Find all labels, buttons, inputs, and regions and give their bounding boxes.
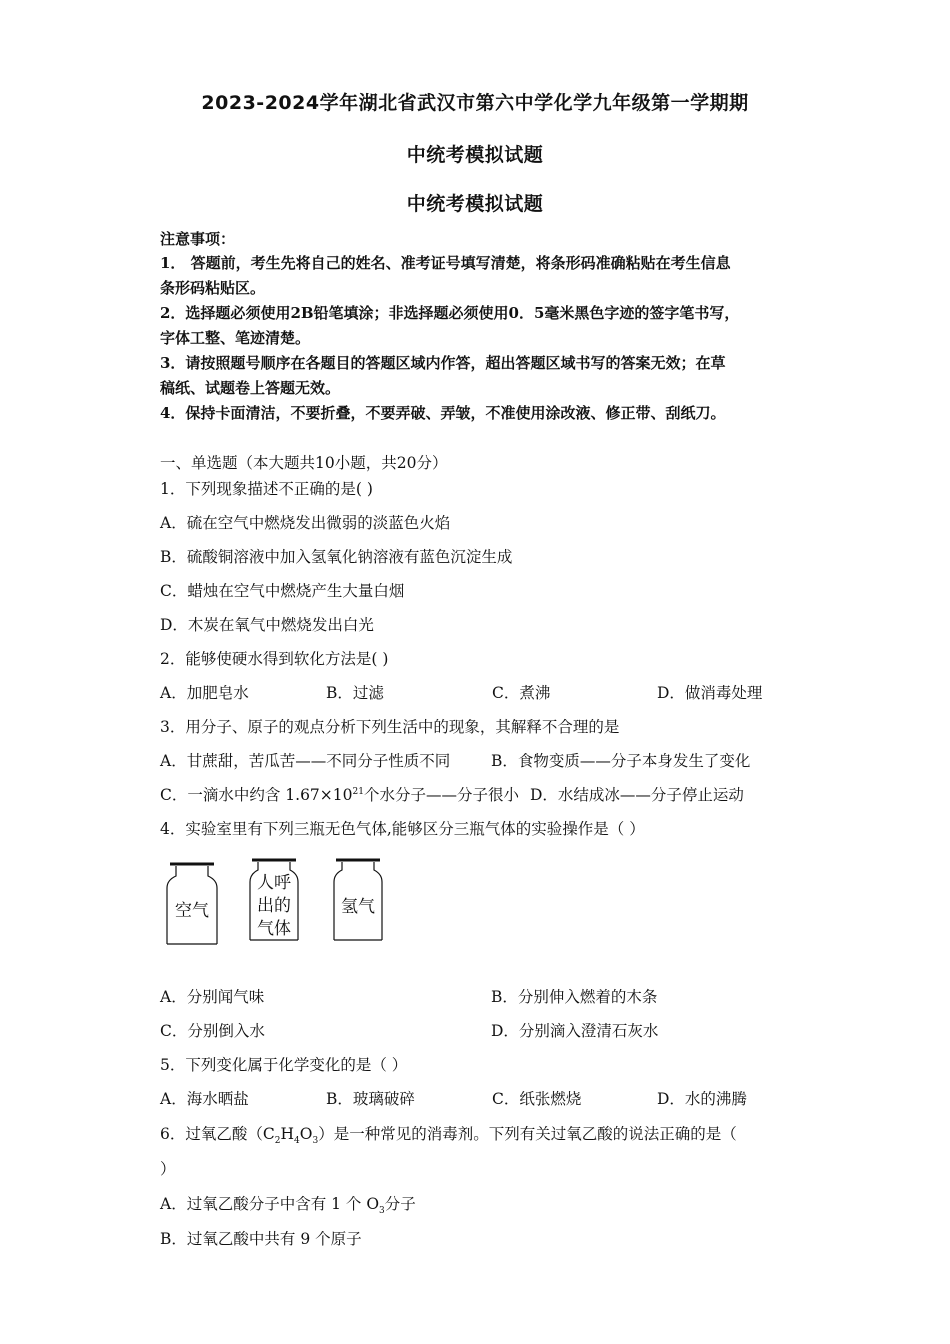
q6-sub-3: 3 [312, 1136, 319, 1147]
bottle-exhaled-gas-figure [248, 858, 300, 942]
q3-option-c-pre: C．一滴水中约含 1.67×10 [160, 786, 353, 804]
q2-stem: 2．能够使硬水得到软化方法是( ) [160, 650, 389, 668]
notice-item-1-cont: 条形码粘贴区。 [160, 279, 266, 297]
notice-item-3: 3．请按照题号顺序在各题目的答题区域内作答，超出答题区域书写的答案无效；在草 [160, 354, 726, 372]
bottle-air-label: 空气 [175, 901, 209, 921]
q5-option-a: A．海水晒盐 [160, 1090, 249, 1108]
q6-option-a-post: 分子 [384, 1195, 416, 1213]
q4-stem: 4．实验室里有下列三瓶无色气体,能够区分三瓶气体的实验操作是（ ） [160, 820, 645, 838]
q5-option-c: C．纸张燃烧 [492, 1090, 582, 1108]
q2-option-d: D．做消毒处理 [657, 684, 763, 702]
q6-mid-2: O [299, 1125, 313, 1143]
q6-stem-post: ）是一种常见的消毒剂。下列有关过氧乙酸的说法正确的是（ [318, 1125, 737, 1143]
exam-title-line3: 中统考模拟试题 [406, 193, 544, 215]
notice-heading: 注意事项： [160, 230, 236, 248]
q6-stem-pre: 6．过氧乙酸（C [160, 1125, 275, 1143]
q6-sub-2: 4 [294, 1136, 300, 1147]
notice-item-2-cont: 字体工整、笔迹清楚。 [160, 329, 311, 347]
q5-option-b: B．玻璃破碎 [326, 1090, 415, 1108]
notice-item-1: 1． 答题前，考生先将自己的姓名、准考证号填写清楚，将条形码准确粘贴在考生信息 [160, 254, 731, 272]
bottle-exhaled-label-2: 出的 [257, 896, 291, 916]
q4-option-c: C．分别倒入水 [160, 1022, 265, 1040]
notice-item-2: 2．选择题必须使用2B铅笔填涂；非选择题必须使用0．5毫米黑色字迹的签字笔书写， [160, 304, 740, 322]
q6-stem-cont: ） [160, 1160, 176, 1178]
q1-stem: 1．下列现象描述不正确的是( ) [160, 480, 373, 498]
q2-option-c: C．煮沸 [492, 684, 551, 702]
q6-option-a [160, 1192, 416, 1216]
q6-stem [160, 1122, 737, 1146]
q3-stem: 3．用分子、原子的观点分析下列生活中的现象，其解释不合理的是 [160, 718, 620, 736]
bottle-hydrogen-figure [332, 858, 384, 942]
q1-option-b: B．硫酸铜溶液中加入氢氧化钠溶液有蓝色沉淀生成 [160, 548, 513, 566]
q3-option-c-post: 个水分子——分子很小 [363, 786, 519, 804]
exam-title-line2: 中统考模拟试题 [406, 144, 544, 166]
notice-item-4: 4．保持卡面清洁，不要折叠，不要弄破、弄皱，不准使用涂改液、修正带、刮纸刀。 [160, 404, 726, 422]
q4-option-b: B．分别伸入燃着的木条 [491, 988, 658, 1006]
section-heading: 一、单选题（本大题共10小题，共20分） [160, 454, 448, 472]
q3-option-c [160, 783, 519, 805]
notice-item-3-cont: 稿纸、试题卷上答题无效。 [160, 379, 341, 397]
q6-option-a-sub: 3 [379, 1206, 385, 1217]
q4-option-d: D．分别滴入澄清石灰水 [491, 1022, 659, 1040]
q4-option-a: A．分别闻气味 [160, 988, 265, 1006]
q5-option-d: D．水的沸腾 [657, 1090, 747, 1108]
q6-option-a-pre: A．过氧乙酸分子中含有 1 个 O [160, 1195, 380, 1213]
q6-option-b: B．过氧乙酸中共有 9 个原子 [160, 1230, 362, 1248]
q3-option-c-exponent: 21 [352, 786, 364, 797]
q6-mid-1: H [280, 1125, 294, 1143]
q3-option-d: D．水结成冰——分子停止运动 [530, 786, 744, 804]
bottle-exhaled-label-3: 气体 [257, 919, 291, 939]
q6-sub-1: 2 [274, 1136, 281, 1147]
q2-option-b: B．过滤 [326, 684, 384, 702]
bottle-air-figure [164, 862, 220, 946]
q1-option-a: A．硫在空气中燃烧发出微弱的淡蓝色火焰 [160, 514, 451, 532]
q1-option-d: D．木炭在氧气中燃烧发出白光 [160, 616, 374, 634]
bottle-exhaled-label-1: 人呼 [257, 873, 291, 893]
exam-title-line1: 2023-2024学年湖北省武汉市第六中学化学九年级第一学期期 [201, 92, 749, 114]
q3-option-b: B．食物变质——分子本身发生了变化 [491, 752, 751, 770]
q5-stem: 5．下列变化属于化学变化的是（ ） [160, 1056, 408, 1074]
q3-option-a: A．甘蔗甜，苦瓜苦——不同分子性质不同 [160, 752, 451, 770]
bottle-hydrogen-label: 氢气 [341, 897, 375, 917]
q2-option-a: A．加肥皂水 [160, 684, 249, 702]
q1-option-c: C．蜡烛在空气中燃烧产生大量白烟 [160, 582, 405, 600]
